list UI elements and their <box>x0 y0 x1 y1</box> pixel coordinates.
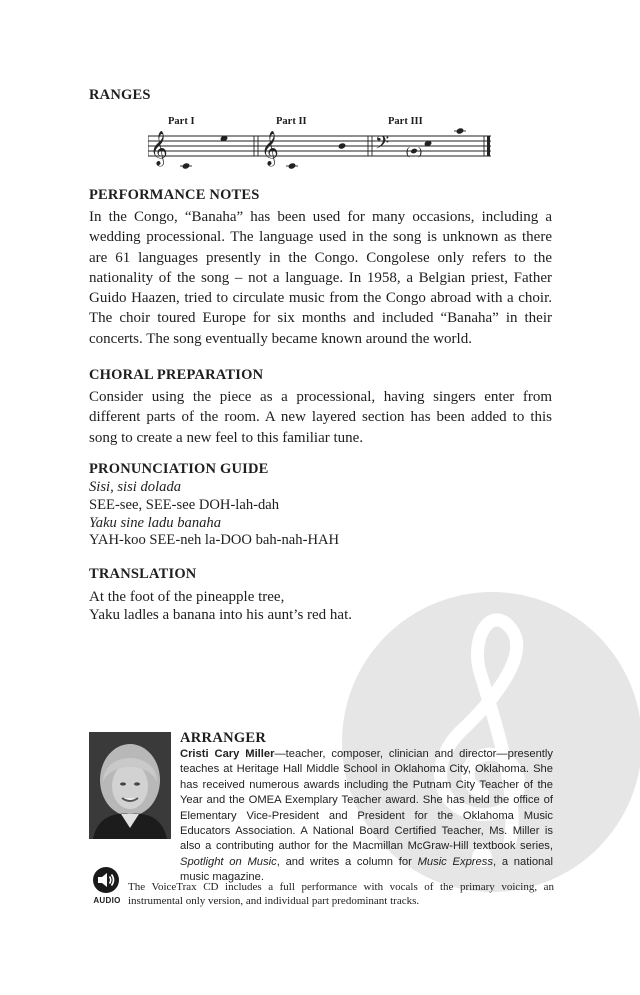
choral-preparation-body: Consider using the piece as a processional, having singers enter from different parts of the room. A new layered section has been added to this song to create a new feel to this familiar tune. <box>89 389 552 446</box>
choral-preparation-heading: CHORAL PREPARATION <box>89 367 264 383</box>
lyric-line-2: Yaku sine ladu banaha <box>89 515 222 531</box>
staff-notation <box>148 112 493 174</box>
arranger-bio-text-1: —teacher, composer, clinician and director—presently teaches at Heritage Hall Middle School in Oklahoma City, Oklahoma. She has received numerous awards including the Putnam City Teacher of the Year and the OMEA Exemplary Teacher award. She has held the office of Elementary Vice-President and President for the Oklahoma Music Educators Association. A National Board Certified Teacher, Ms. Miller is also a contributing author for the Macmillan McGraw-Hill textbook series, <box>180 748 553 853</box>
treble-clef-2-icon: 𝄞 <box>261 131 279 166</box>
arranger-name: Cristi Cary Miller <box>180 748 275 760</box>
series-title: Spotlight on Music <box>180 855 277 868</box>
pronunciation-line-2: YAH-koo SEE-neh la-DOO bah-nah-HAH <box>89 532 340 548</box>
pronunciation-guide-heading: PRONUNCIATION GUIDE <box>89 461 269 477</box>
audio-speaker-icon <box>92 866 120 894</box>
performance-notes-body: In the Congo, “Banaha” has been used for many occasions, including a wedding processional. The language used in the song is unknown as there are 61 languages presently in the Congo. Congolese only refers to the nationality of the song – not a language. In 1958, a Belgian priest, Father Guido Haazen, tried to circulate music from the Congo abroad with a choir. The choir toured Europe for six months and included “Banaha” in their concerts. The song eventually became known around the world. <box>89 209 552 347</box>
arranger-bio-text-2: , and writes a column for <box>276 855 418 868</box>
part-3-label: Part III <box>388 116 423 127</box>
lyric-line-1: Sisi, sisi dolada <box>89 479 182 495</box>
part-1-label: Part I <box>168 116 195 127</box>
performance-notes-heading: PERFORMANCE NOTES <box>89 187 260 203</box>
ranges-heading: RANGES <box>89 87 151 103</box>
translation-line-1: At the foot of the pineapple tree, <box>89 589 285 605</box>
svg-text:): ) <box>418 144 422 158</box>
arranger-bio <box>180 747 553 886</box>
audio-description: The VoiceTrax CD includes a full performance with vocals of the primary voicing, an instrumental only version, and individual part predominant tracks. <box>128 881 554 907</box>
translation-heading: TRANSLATION <box>89 566 197 582</box>
svg-text:(: ( <box>406 144 410 158</box>
treble-clef-1-icon: 𝄞 <box>150 131 168 166</box>
part-2-label: Part II <box>276 116 307 127</box>
arranger-bio-text-3: , a national music magazine. <box>180 855 553 884</box>
arranger-heading: ARRANGER <box>180 730 267 746</box>
arranger-photo <box>89 732 171 839</box>
magazine-title: Music Express <box>417 855 493 868</box>
ranges-staff <box>148 112 493 174</box>
translation-line-2: Yaku ladles a banana into his aunt’s red hat. <box>89 607 353 623</box>
bass-clef-icon: 𝄢 <box>375 133 390 158</box>
audio-label: AUDIO <box>93 896 121 905</box>
pronunciation-line-1: SEE-see, SEE-see DOH-lah-dah <box>89 497 280 513</box>
